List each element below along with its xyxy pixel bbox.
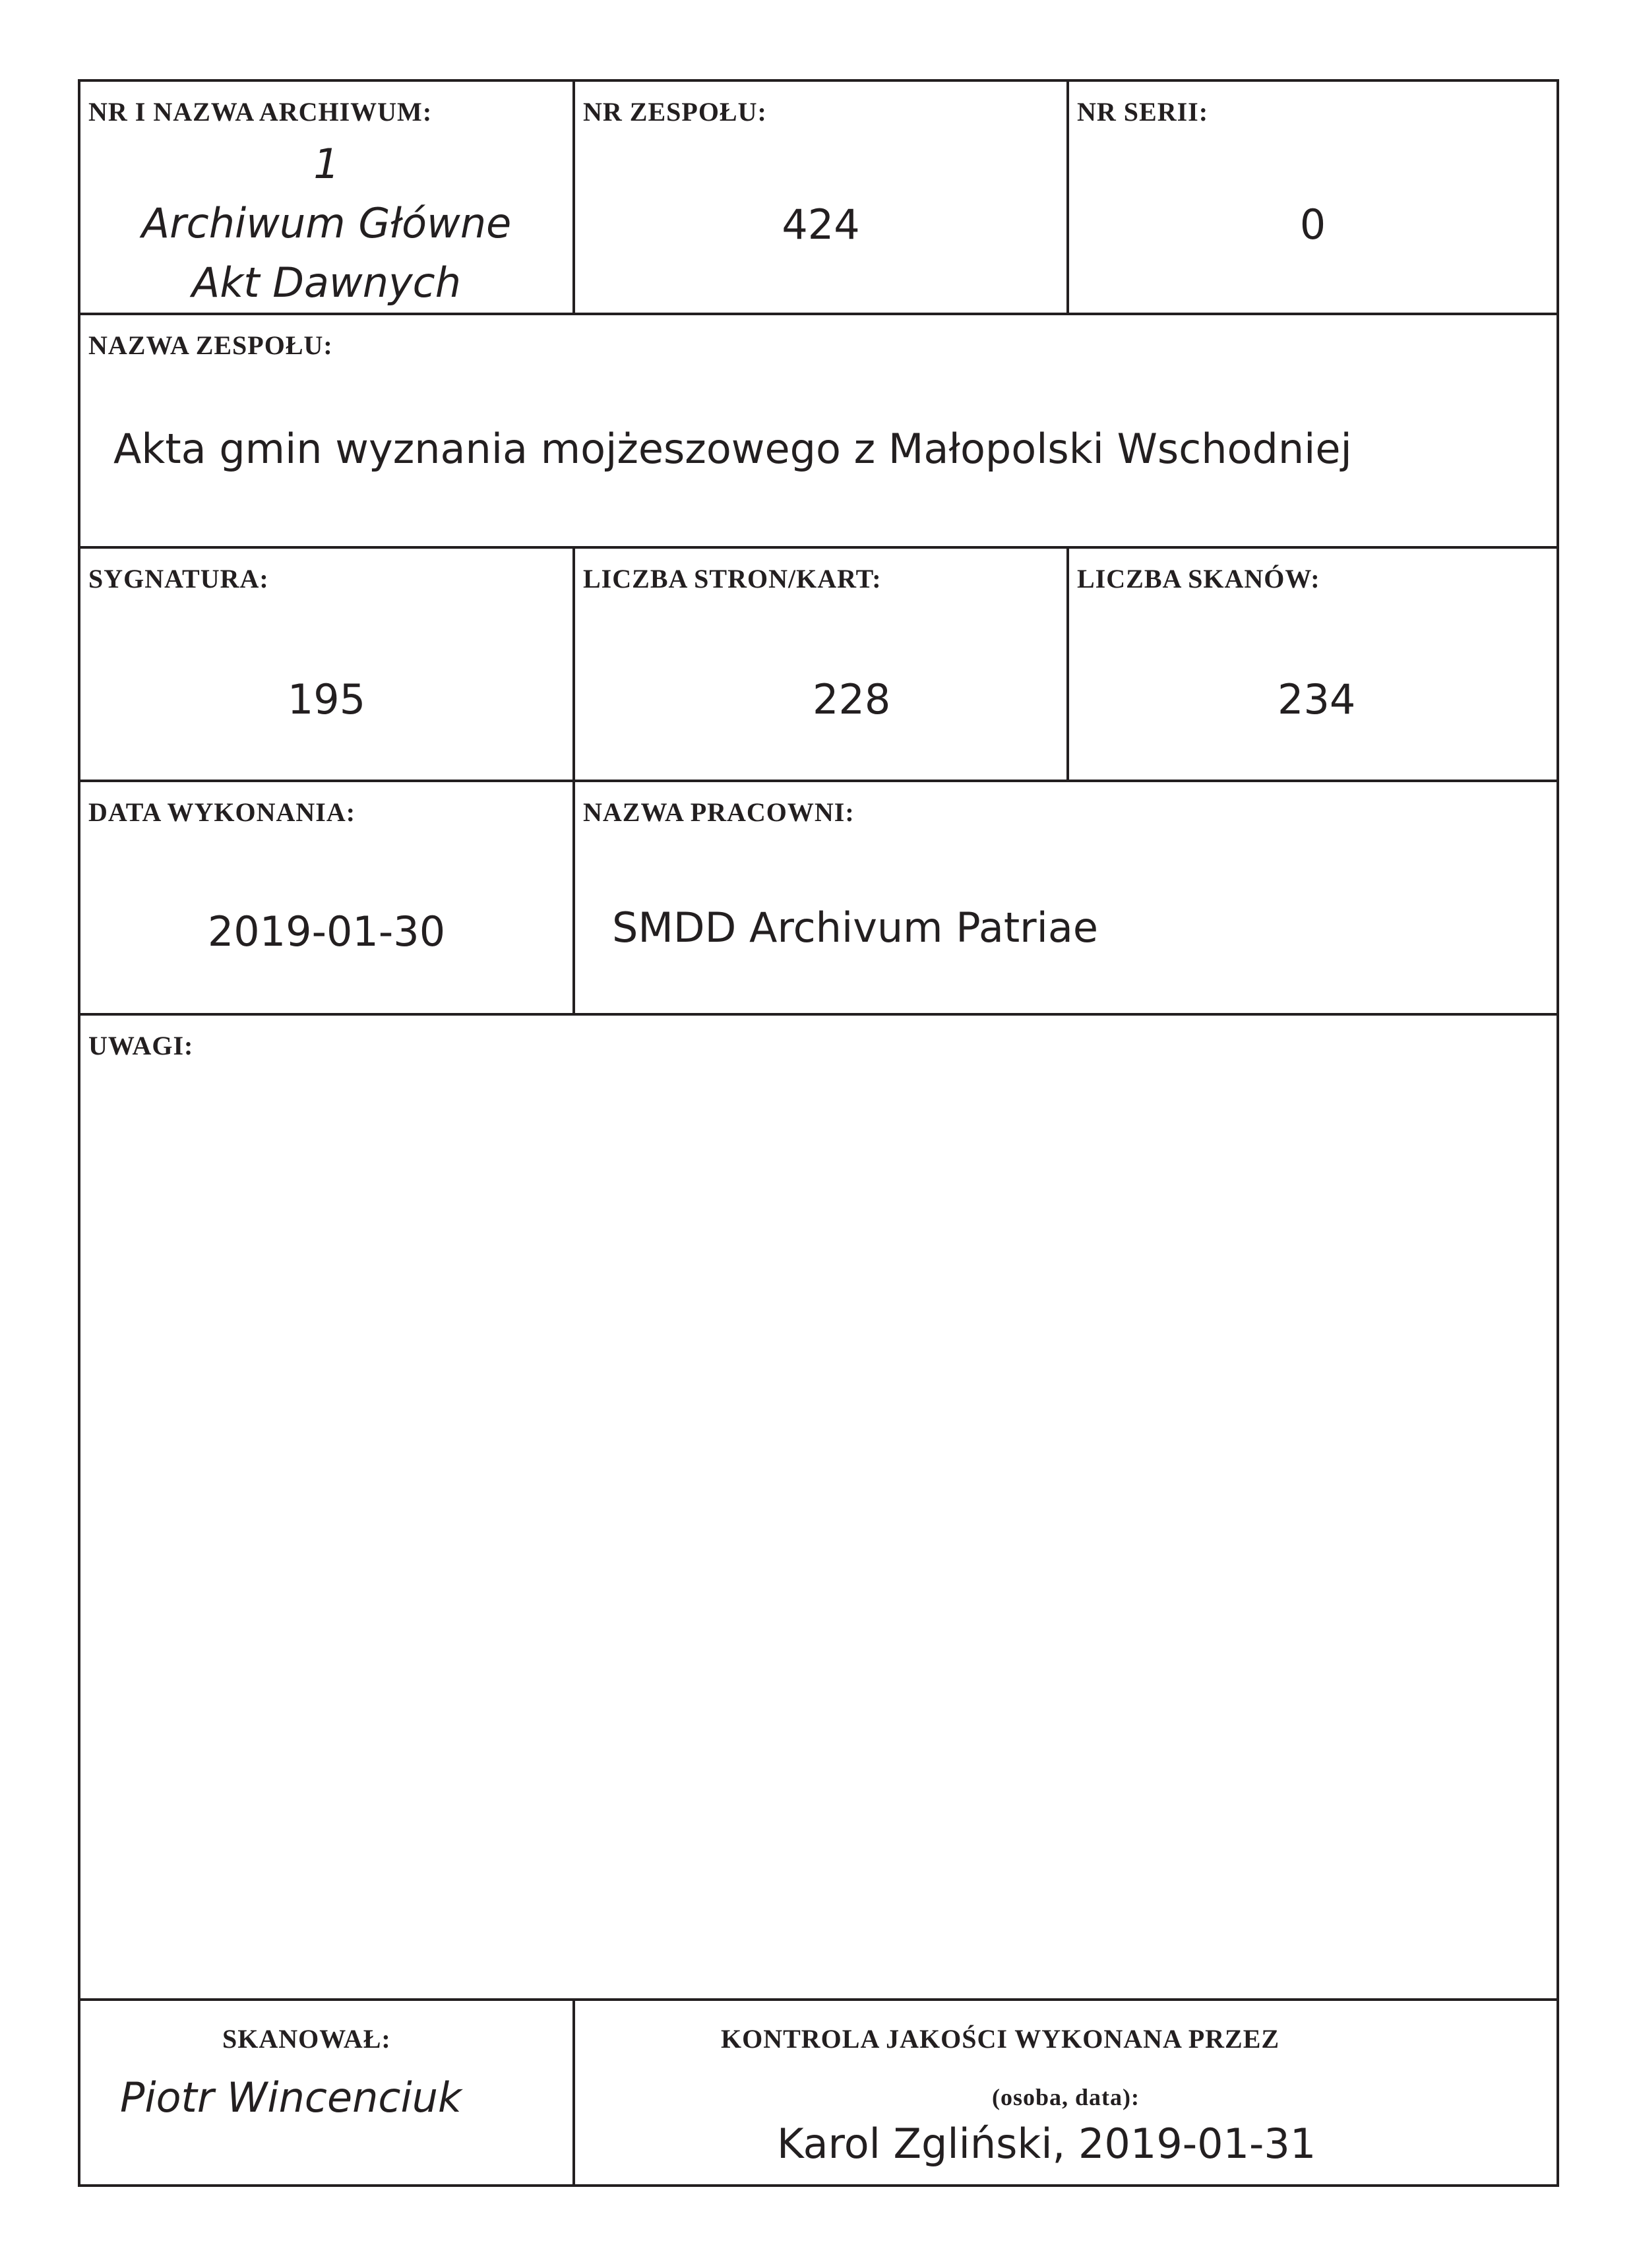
workshop-label: NAZWA PRACOWNI: xyxy=(583,797,855,827)
scanned-by-cell xyxy=(80,2001,575,2184)
fonds-number-label: NR ZESPOŁU: xyxy=(583,97,767,127)
series-cell xyxy=(1069,82,1557,313)
pages-cell xyxy=(575,549,1069,780)
scans-cell xyxy=(1069,549,1557,780)
counts-row xyxy=(80,549,1557,782)
series-value: 0 xyxy=(1299,200,1326,249)
archive-cell xyxy=(80,82,575,313)
notes-row xyxy=(80,1016,1557,2001)
fonds-number-cell xyxy=(575,82,1069,313)
scans-value: 234 xyxy=(1278,675,1356,723)
date-value: 2019-01-30 xyxy=(207,907,446,956)
fonds-name-row xyxy=(80,315,1557,549)
scanned-by-label: SKANOWAŁ: xyxy=(222,2024,391,2054)
scanned-by-value: Piotr Wincenciuk xyxy=(120,2073,462,2122)
workshop-row xyxy=(80,782,1557,1016)
header-row xyxy=(80,82,1557,315)
quality-control-value: Karol Zgliński, 2019-01-31 xyxy=(777,2120,1316,2168)
date-cell xyxy=(80,782,575,1013)
fonds-number-value: 424 xyxy=(782,200,860,249)
quality-control-cell xyxy=(575,2001,1557,2184)
signature-cell xyxy=(80,549,575,780)
notes-label: UWAGI: xyxy=(88,1031,194,1060)
quality-control-sublabel: (osoba, data): xyxy=(991,2084,1140,2110)
footer-row xyxy=(80,2001,1557,2184)
pages-label: LICZBA STRON/KART: xyxy=(583,564,882,594)
signature-value: 195 xyxy=(287,675,366,723)
date-label: DATA WYKONANIA: xyxy=(88,797,356,827)
archive-info xyxy=(80,135,572,313)
scans-label: LICZBA SKANÓW: xyxy=(1077,564,1320,594)
fonds-name-value: Akta gmin wyznania mojżeszowego z Małopolski Wschodniej xyxy=(113,425,1352,473)
archive-number: 1 xyxy=(313,140,340,188)
pages-value: 228 xyxy=(813,675,891,723)
signature-label: SYGNATURA: xyxy=(88,564,269,594)
workshop-cell xyxy=(575,782,1557,1013)
series-label: NR SERII: xyxy=(1077,97,1209,127)
archive-name-line2: Akt Dawnych xyxy=(191,259,462,307)
workshop-value: SMDD Archivum Patriae xyxy=(612,904,1099,952)
fonds-name-label: NAZWA ZESPOŁU: xyxy=(88,330,333,360)
archive-label: NR I NAZWA ARCHIWUM: xyxy=(88,97,433,127)
archive-metadata-form xyxy=(78,79,1559,2187)
archive-name-line1: Archiwum Główne xyxy=(141,199,512,247)
quality-control-label: KONTROLA JAKOŚCI WYKONANA PRZEZ xyxy=(721,2024,1280,2054)
